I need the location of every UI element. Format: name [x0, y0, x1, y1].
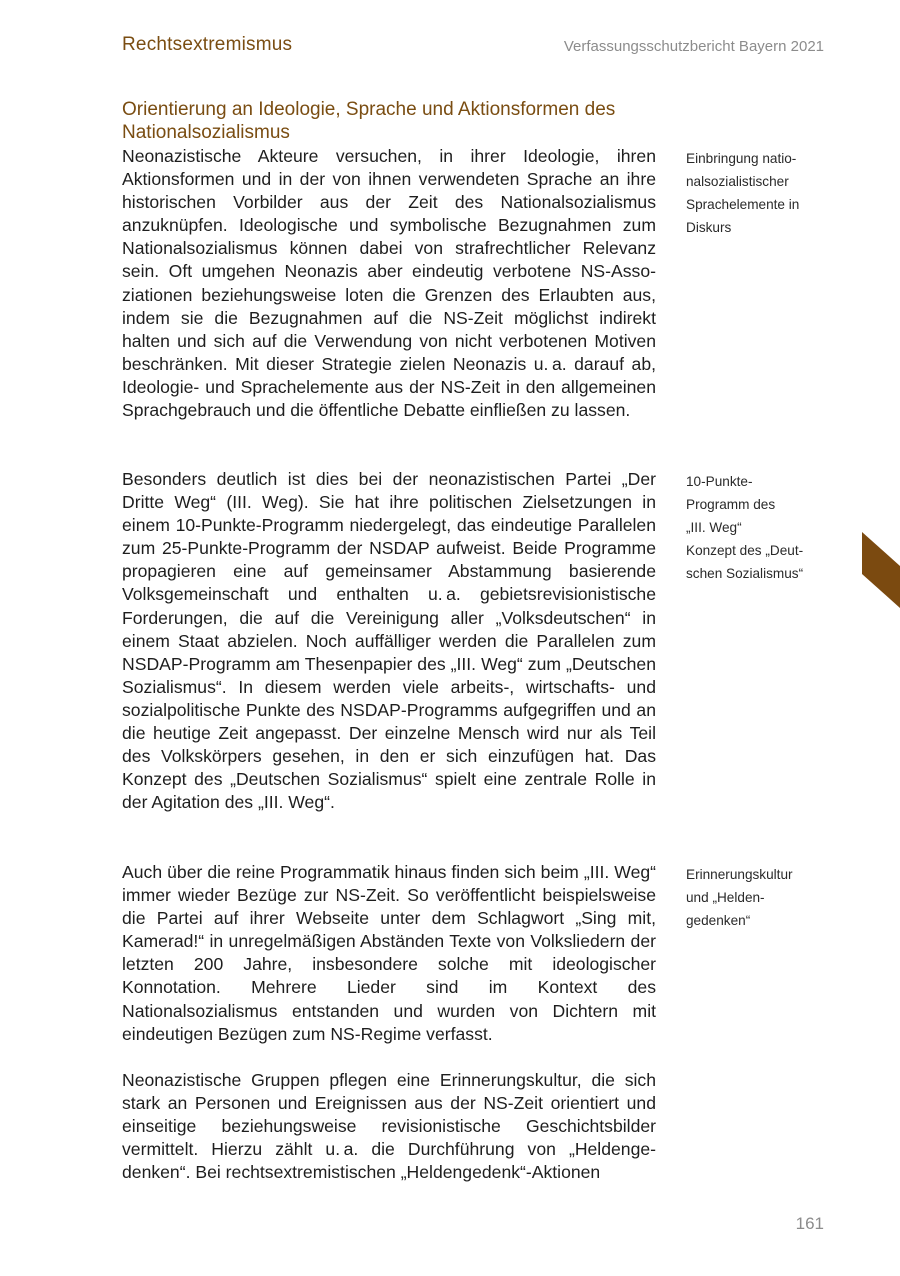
margin-note-line: Diskurs: [686, 220, 732, 235]
page-number: 161: [795, 1214, 824, 1233]
margin-note-line: nalsozialistischer: [686, 174, 789, 189]
margin-note-line: Programm des: [686, 497, 776, 512]
report-title: Verfassungsschutzbericht Bayern 2021: [563, 38, 824, 55]
margin-note-line: und „Helden-: [686, 890, 765, 905]
margin-note-line: 10-Punkte-: [686, 474, 753, 489]
margin-note-2: [686, 470, 836, 585]
body-paragraph-4: Neonazistische Gruppen pflegen eine Erinnerungskultur, die sich stark an Personen und Ereignissen aus der NS-Zeit orientiert und einseitige beziehungsweise revisionistische Geschichtsbilder vermittelt. Hierzu zählt u. a. die Durchführung von „Heldengedenken“. Bei rechtsextremistischen „Heldengedenk“-Aktionen: [122, 1070, 656, 1183]
section-heading: Orientierung an Ideologie, Sprache und Aktionsformen des Nationalsozialismus: [122, 99, 616, 143]
margin-note-line: Einbringung natio-: [686, 151, 797, 166]
margin-note-line: „III. Weg“: [686, 520, 742, 535]
margin-note-3: [686, 863, 836, 932]
chapter-title: Rechtsextremismus: [122, 34, 293, 55]
margin-note-line: gedenken“: [686, 913, 751, 928]
margin-note-line: schen Sozialismus“: [686, 566, 804, 581]
chapter-thumb-tab: [862, 532, 900, 608]
margin-note-line: Erinnerungskultur: [686, 867, 793, 882]
body-paragraph-1: Neonazistische Akteure versuchen, in ihrer Ideologie, ihren Aktionsformen und in der von ihnen verwendeten Sprache an ihre historischen Vorbilder aus der Zeit des Nationalsozialismus anzuknüpfen. Ideologische und symbolische Bezugnahmen zum Nationalsozialismus können dabei von strafrechtlicher Relevanz sein. Oft umgehen Neonazis aber eindeutig verbotene NS-Assoziationen beziehungsweise loten die Grenzen des Erlaubten aus, indem sie die Bezugnahmen auf die NS-Zeit möglichst indirekt halten und sich auf die Verwendung von nicht verbotenen Motiven beschränken. Mit dieser Strategie zielen Neonazis u. a. darauf ab, Ideologie- und Sprachelemente aus der NS-Zeit in den allgemeinen Sprachgebrauch und die öffentliche Debatte einfließen zu lassen.: [122, 146, 656, 421]
margin-note-line: Sprachelemente in: [686, 197, 800, 212]
body-paragraph-2: Besonders deutlich ist dies bei der neonazistischen Partei „Der Dritte Weg“ (III. Weg). Sie hat ihre politischen Zielsetzungen in einem 10-Punkte-Programm niedergelegt, das eindeutige Parallelen zum 25-Punkte-Programm der NSDAP aufweist. Beide Programme propagieren eine auf gemeinsamer Abstammung basierende Volksgemeinschaft und enthalten u. a. gebietsrevisionistische Forderungen, die auf die Vereinigung aller „Volksdeutschen“ in einem Staat abzielen. Noch auffälliger werden die Parallelen zum NSDAP-Programm am Thesenpapier des „III. Weg“ zum „Deutschen Sozialismus“. In diesem werden viele arbeits-, wirtschafts- und sozialpolitische Punkte des NSDAP-Programms aufgegriffen und an die heutige Zeit angepasst. Der einzelne Mensch wird nur als Teil des Volkskörpers gesehen, in den er sich einzufügen hat. Das Konzept des „Deutschen Sozialismus“ spielt eine zentrale Rolle in der Agitation des „III. Weg“.: [122, 469, 656, 813]
margin-note-line: Konzept des „Deut-: [686, 543, 804, 558]
margin-note-1: [686, 147, 836, 239]
body-paragraph-3: Auch über die reine Programmatik hinaus finden sich beim „III. Weg“ immer wieder Bezüge zur NS-Zeit. So veröffentlicht beispielsweise die Partei auf ihrer Webseite unter dem Schlagwort „Sing mit, Kamerad!“ in unregelmäßigen Abständen Texte von Volksliedern der letzten 200 Jahre, insbesondere solche mit ideologischer Konnotation. Mehrere Lieder sind im Kontext des Nationalsozialismus entstanden und wurden von Dichtern mit eindeutigen Bezügen zum NS-Regime verfasst.: [122, 862, 656, 1044]
